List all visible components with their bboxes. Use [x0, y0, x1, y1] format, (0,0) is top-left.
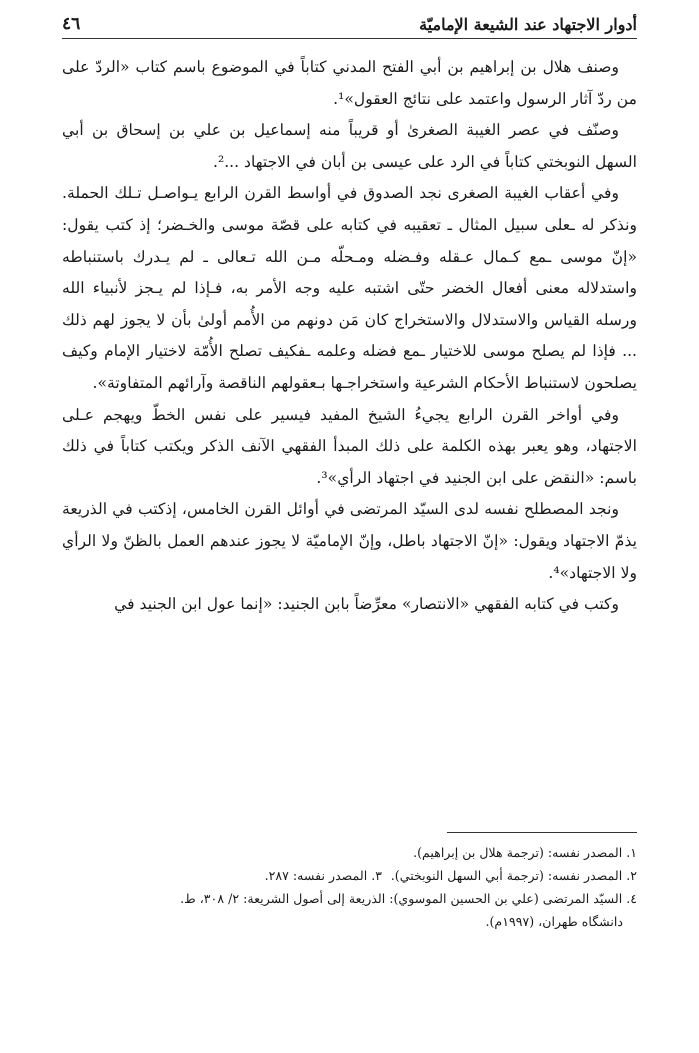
- page-number: ٤٦: [62, 14, 81, 34]
- footnote-row: [62, 864, 637, 887]
- page-header: [62, 10, 637, 39]
- footnote-divider: [447, 832, 637, 833]
- paragraph: وصنّف في عصر الغيبة الصغرىٰ أو قريباً منه إسماعيل بن علي بن إسحاق بن أبي السهل النوبختي كتاباً في الرد على عيسى بن أبان في الاجتهاد ...².: [62, 121, 637, 171]
- paragraph: وصنف هلال بن إبراهيم بن أبي الفتح المدني كتاباً في الموضوع باسم كتاب «الردّ على من ردّ آثار الرسول واعتمد على نتائج العقول»¹.: [62, 58, 637, 108]
- document-page: [62, 0, 637, 1053]
- paragraph: وفي أعقاب الغيبة الصغرى نجد الصدوق في أواسط القرن الرابع يـواصـل تـلك الحملة. ونذكر له ـعلى سبيل المثال ـ تعقيبه في كتابه على قصّة موسى والخـضر؛ إذ كتب يقول: «إنّ موسى ـمع كـمال عـقله وفـضله ومـحلّه مـن الله تـعالى ـ لم يـدرك باستنباطه واستدلاله معنى أفعال الخضر حتّى اشتبه عليه وجه الأمر به، فـإذا لم يـجز لأنبياء الله ورسله القياس والاستدلال والاستخراج كان مَن دونهم من الأُمم أولىٰ بأن لا يجوز لهم ذلك ... فإذا لم يصلح موسى للاختيار ـمع فضله وعلمه ـفكيف تصلح الأُمّة لاختيار الإمام وكيف يصلحون لاستنباط الأحكام الشرعية واستخراجـها بـعقولهم الناقصة وآرائهم المتفاوتة».: [62, 184, 637, 392]
- footnotes: [62, 832, 637, 933]
- footnote-3: ٣. المصدر نفسه: ٢٨٧.: [264, 868, 382, 883]
- footnote-4: ٤. السيّد المرتضى (علي بن الحسين الموسوي): الذريعة إلى أصول الشريعة: ٢/ ٣٠٨، ط.: [180, 891, 637, 906]
- paragraph: وكتب في كتابه الفقهي «الانتصار» معرِّضاً بابن الجنيد: «إنما عول ابن الجنيد في: [114, 595, 619, 614]
- body-text: [62, 52, 637, 621]
- paragraph: ونجد المصطلح نفسه لدى السيّد المرتضى في أوائل القرن الخامس، إذكتب في الذريعة يذمّ الاجتهاد ويقول: «إنّ الاجتهاد باطل، وإنّ الإماميّة لا يجوز عندهم العمل بالظنّ ولا الرأي ولا الاجتهاد»⁴.: [62, 500, 637, 582]
- footnote-2: ٢. المصدر نفسه: (ترجمة أبي السهل النوبختي).: [390, 868, 637, 883]
- footnote-4-continued: دانشگاه طهران، (١٩٩٧م).: [485, 914, 623, 929]
- running-title: أدوار الاجتهاد عند الشيعة الإماميّة: [419, 14, 637, 34]
- paragraph: وفي أواخر القرن الرابع يجيءُ الشيخ المفيد فيسير على نفس الخطّ ويهجم عـلى الاجتهاد، وهو يعبر بهذه الكلمة على ذلك المبدأ الفقهي الآنف الذكر ويكتب كتاباً في ذلك باسم: «النقض على ابن الجنيد في اجتهاد الرأي»³.: [62, 405, 637, 487]
- footnote-1: ١. المصدر نفسه: (ترجمة هلال بن إبراهيم).: [413, 845, 637, 860]
